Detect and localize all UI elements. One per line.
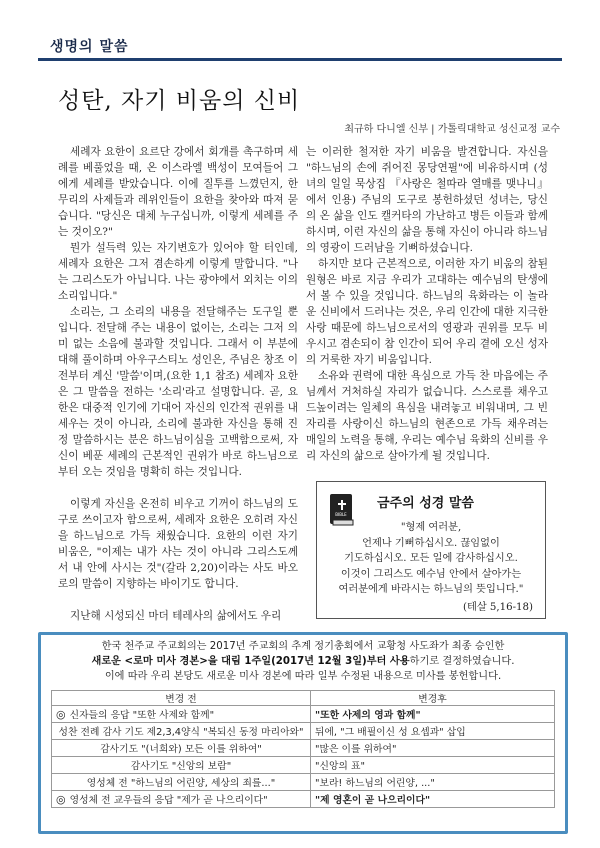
article-title: 성탄, 자기 비움의 신비 bbox=[58, 88, 301, 114]
section-label: 생명의 말씀 bbox=[50, 39, 129, 55]
cell-after: "보라! 하느님의 어린양, ..." bbox=[311, 774, 555, 791]
double-circle-icon: ◎ bbox=[56, 708, 66, 721]
notice-line-rest: 하기로 결정하였습니다. bbox=[409, 656, 515, 667]
weekly-verse-box bbox=[316, 481, 546, 619]
column-header-before: 변경 전 bbox=[52, 691, 311, 706]
cell-before-text: 신자들의 응답 "또한 사제와 함께" bbox=[69, 710, 215, 721]
cell-before-text: 영성체 전 교우들의 응답 "제가 곧 나으리이다" bbox=[69, 795, 268, 806]
missal-changes-table bbox=[51, 690, 555, 808]
cell-before-text: 감사기도 "(너희와) 모든 이를 위하여" bbox=[100, 744, 262, 755]
notice-line: 한국 천주교 주교회의는 2017년 주교회의 추계 정기총회에서 교황청 사도좌가 최종 승인한 bbox=[101, 641, 505, 652]
table-row bbox=[52, 740, 555, 757]
cell-before-text: 성찬 전례 감사 기도 제2,3,4양식 "복되신 동정 마리아와" bbox=[58, 727, 304, 738]
column-header-after: 변경후 bbox=[311, 691, 555, 706]
verse-text bbox=[323, 520, 539, 598]
cell-before-text: 감사기도 "신앙의 보람" bbox=[130, 761, 232, 772]
cell-before bbox=[52, 723, 311, 740]
cell-before bbox=[52, 740, 311, 757]
verse-reference: (테살 5,16-18) bbox=[463, 602, 533, 613]
paragraph: 뭔가 설득력 있는 자기변호가 있어야 할 터인데, 세례자 요한은 그저 겸손하게 이렇게 말합니다. "나는 그리스도가 아닙니다. 나는 광야에서 외치는 이의 소리입니다." bbox=[58, 242, 298, 302]
cell-before bbox=[52, 774, 311, 791]
cell-before bbox=[52, 791, 311, 808]
verse-line: 기도하십시오. 모든 일에 감사하십시오. bbox=[344, 553, 518, 564]
svg-text:BIBLE: BIBLE bbox=[335, 512, 347, 517]
verse-line: 이것이 그리스도 예수님 안에서 살아가는 bbox=[340, 568, 522, 580]
cell-after: "제 영혼이 곧 나으리이다" bbox=[311, 791, 555, 808]
table-row bbox=[52, 723, 555, 740]
cell-after: "많은 이를 위하여" bbox=[311, 740, 555, 757]
paragraph: 하지만 보다 근본적으로, 이러한 자기 비움의 참된 원형은 바로 지금 우리가 고대하는 예수님의 탄생에서 볼 수 있을 것입니다. 하느님의 육화라는 이 놀라운 신비에서 드러나는 것은, 우리 인간에 대한 지극한 사랑 때문에 하느님으로서의 영광과 권위를 모두 비우시고 겸손되이 참 인간이 되어 우리 곁에 오신 성자의 거룩한 자기 비움입니다. bbox=[306, 258, 548, 366]
paragraph: 소유와 권력에 대한 욕심으로 가득 찬 마음에는 주님께서 거처하실 자리가 없습니다. 스스로를 채우고 드높이려는 일체의 욕심을 내려놓고 비워내며, 그 빈자리를 사랑이신 하느님의 현존으로 가득 채우려는 매일의 노력을 통해, 우리는 예수님 육화의 신비를 우리 자신의 삶으로 살아가게 될 것입니다. bbox=[306, 370, 548, 462]
cell-after: "신앙의 표" bbox=[311, 757, 555, 774]
article-column-left bbox=[58, 144, 298, 624]
verse-line: 여러분에게 바라시는 하느님의 뜻입니다." bbox=[338, 584, 524, 595]
notice-line bbox=[51, 654, 555, 669]
paragraph: 는 이러한 철저한 자기 비움을 발견합니다. 자신을 "하느님의 손에 쥐어진 몽당연필"에 비유하시며 (성녀의 일일 묵상집 『사랑은 철따라 열매를 맺나니』에서 인용) 주님의 도구로 봉헌하셨던 성녀는, 당신의 온 삶을 인도 캘커타의 가난하고 병든 이들과 함께 하시며, 이런 자신의 삶을 통해 자신이 아니라 하느님의 영광이 드러남을 기뻐하셨습니다. bbox=[306, 146, 548, 254]
table-row bbox=[52, 774, 555, 791]
cell-before bbox=[52, 757, 311, 774]
notice-text bbox=[51, 639, 555, 684]
cell-after: 뒤에, "그 배필이신 성 요셉과" 삽입 bbox=[311, 723, 555, 740]
cell-before-text: 영성체 전 "하느님의 어린양, 세상의 죄를..." bbox=[86, 778, 276, 789]
notice-highlight: 새로운 <로마 미사 경본>을 대림 1주일(2017년 12월 3일)부터 사용 bbox=[91, 656, 410, 667]
verse-line: 언제나 기뻐하십시오. 끊임없이 bbox=[362, 537, 500, 549]
paragraph: 세례자 요한이 요르단 강에서 회개를 촉구하며 세례를 베풀었을 때, 온 이스라엘 백성이 모여들어 그에게 세례를 받았습니다. 이에 질투를 느꼈던지, 한 무리의 사제들과 레위인들이 요한을 찾아와 따져 묻습니다. "당신은 대체 누구십니까, 이렇게 세례를 주는 것이오?" bbox=[58, 146, 298, 238]
verse-title: 금주의 성경 말씀 bbox=[377, 496, 474, 511]
verse-line: "형제 여러분, bbox=[400, 522, 462, 533]
table-row bbox=[52, 706, 555, 723]
table-row bbox=[52, 757, 555, 774]
cell-after: "또한 사제의 영과 함께" bbox=[311, 706, 555, 723]
paragraph: 이렇게 자신을 온전히 비우고 기꺼이 하느님의 도구로 쓰이고자 함으로써, 세례자 요한은 오히려 자신을 하느님으로 가득 채웠습니다. 요한의 이런 자기 비움은, "이제는 내가 사는 것이 아니라 그리스도께서 내 안에 사시는 것"(갈라 2,20)이라는 사도 바오로의 말씀이 지향하는 바이기도 합니다. bbox=[58, 498, 298, 590]
header-rule bbox=[38, 58, 562, 61]
notice-line: 이에 따라 우리 본당도 새로운 미사 경본에 따라 일부 수정된 내용으로 미사를 봉헌합니다. bbox=[104, 671, 502, 682]
article-column-right bbox=[306, 144, 548, 464]
table-row bbox=[52, 791, 555, 808]
missal-notice-box bbox=[38, 632, 568, 834]
paragraph: 소리는, 그 소리의 내용을 전달해주는 도구일 뿐입니다. 전달해 주는 내용이 없이는, 소리는 그저 의미 없는 소음에 불과할 것입니다. 그래서 이 부분에 대해 풀이하며 아우구스티노 성인은, 주님은 창조 이전부터 계신 '말씀'이며,(요한 1,1 참조) 세례자 요한은 그 말씀을 전하는 '소리'라고 설명합니다. 곧, 요한은 대중적 인기에 기대어 자신의 인간적 권위를 내세우는 것이 아니라, 소리에 불과한 자신을 통해 진정 말씀하시는 분은 하느님이심을 고백함으로써, 자신이 베푼 세례의 근본적인 권위가 바로 하느님으로부터 오는 것임을 명확히 하는 것입니다. bbox=[58, 306, 298, 478]
double-circle-icon: ◎ bbox=[56, 793, 66, 806]
cell-before bbox=[52, 706, 311, 723]
paragraph: 지난해 시성되신 마더 테레사의 삶에서도 우리 bbox=[70, 610, 282, 622]
article-author: 최규하 다니엘 신부 | 가톨릭대학교 성신교정 교수 bbox=[344, 124, 560, 135]
table-header-row bbox=[52, 691, 555, 706]
